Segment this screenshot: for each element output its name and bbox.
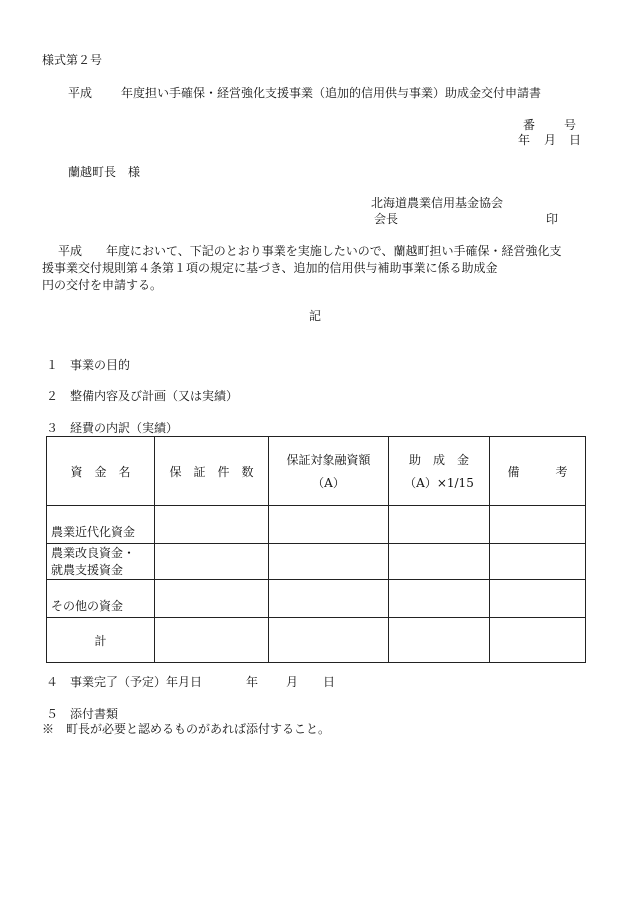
header-loan-amount-line2: （A） [312,476,345,490]
header-subsidy-line1: 助 成 金 [408,453,469,467]
table-row [47,580,586,618]
number-suffix: 号 [564,118,577,132]
completion-year: 年 [246,675,259,689]
cell-empty [389,618,490,663]
row-label-improvement-line1: 農業改良資金・ [51,545,136,560]
attachment-note: ※ 町長が必要と認めるものがあれば添付すること。 [42,722,331,736]
row-label-improvement [47,544,155,580]
header-remarks-label: 備 考 [507,464,568,479]
body-line-2: 援事業交付規則第４条第１項の規定に基づき、追加的信用供与補助事業に係る助成金 [42,261,498,275]
completion-day: 日 [323,675,336,689]
applicant-role: 会長 [374,212,399,226]
cell-empty [389,580,490,618]
header-fund-name [47,437,155,506]
header-guarantee-count-label: 保 証 件 数 [169,464,254,479]
section-3: ３ 経費の内訳（実績） [46,421,179,435]
row-label-total: 計 [47,618,155,663]
cell-empty [155,580,269,618]
cell-empty [269,544,389,580]
date-day: 日 [569,133,582,147]
section-4: ４ 事業完了（予定）年月日 [46,675,203,689]
header-fund-name-label: 資 金 名 [70,464,131,479]
ki-heading: 記 [309,309,322,323]
body-line-1: 平成 年度において、下記のとおり事業を実施したいので、蘭越町担い手確保・経営強化支 [58,244,562,258]
header-subsidy [389,437,490,506]
header-guarantee-count [155,437,269,506]
cell-empty [389,506,490,544]
document-title: 年度担い手確保・経営強化支援事業（追加的信用供与事業）助成金交付申請書 [121,86,542,100]
table-row [47,544,586,580]
row-label-improvement-line2: 就農支援資金 [51,562,124,577]
header-loan-amount-line1: 保証対象融資額 [286,453,371,467]
cell-empty [155,506,269,544]
row-label-modernization: 農業近代化資金 [47,506,155,544]
table-header-row [47,437,586,506]
cell-empty [490,506,586,544]
body-line-3: 円の交付を申請する。 [42,278,163,292]
header-remarks [490,437,586,506]
form-number: 様式第２号 [42,53,103,67]
cell-empty [155,544,269,580]
cell-empty [269,580,389,618]
header-loan-amount [269,437,389,506]
header-subsidy-line2: （A）×1/15 [404,476,474,490]
title-era: 平成 [68,86,93,100]
body-paragraph [42,243,594,294]
date-month: 月 [544,133,557,147]
row-label-other: その他の資金 [47,580,155,618]
cell-empty [389,544,490,580]
table-row [47,506,586,544]
cell-empty [155,618,269,663]
expense-table [46,436,586,663]
addressee: 蘭越町長 様 [68,165,141,179]
table-row [47,618,586,663]
seal-mark: 印 [546,212,559,226]
cell-empty [490,618,586,663]
date-year: 年 [518,133,531,147]
cell-empty [490,580,586,618]
cell-empty [269,506,389,544]
cell-empty [490,544,586,580]
section-5: ５ 添付書類 [46,707,119,721]
cell-empty [269,618,389,663]
number-label: 番 [523,118,536,132]
completion-month: 月 [286,675,299,689]
section-2: ２ 整備内容及び計画（又は実績） [46,389,239,403]
section-1: １ 事業の目的 [46,358,131,372]
applicant-org: 北海道農業信用基金協会 [371,196,504,210]
